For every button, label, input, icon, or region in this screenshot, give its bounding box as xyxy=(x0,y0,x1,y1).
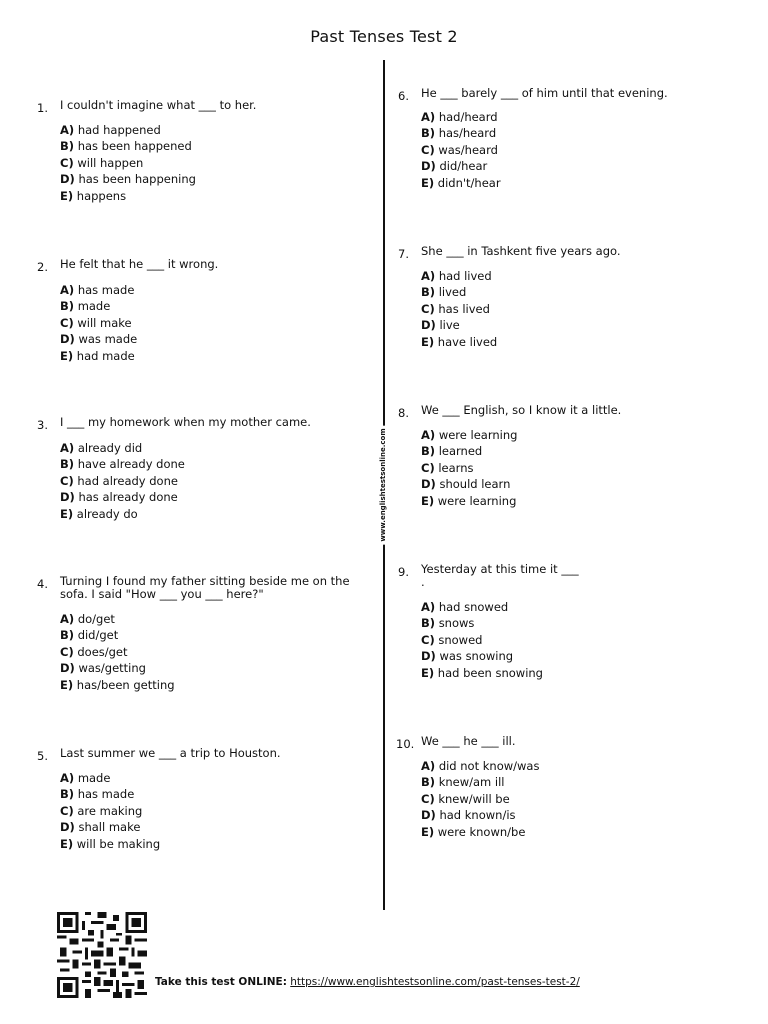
answer-options xyxy=(421,599,543,681)
question-number: 3. xyxy=(37,418,48,432)
qr-code-icon[interactable] xyxy=(57,912,147,998)
option-d[interactable]: D) was made xyxy=(60,332,138,347)
option-c[interactable]: C) are making xyxy=(60,803,143,818)
option-d[interactable]: D) has been happening xyxy=(60,172,196,187)
option-a[interactable]: A) had happened xyxy=(60,123,161,137)
option-e[interactable]: E) has/been getting xyxy=(60,677,175,692)
option-e[interactable]: E) were known/be xyxy=(421,824,526,839)
watermark-text: www.englishtestsonline.com xyxy=(379,425,387,544)
option-b[interactable]: B) made xyxy=(60,299,111,314)
option-b[interactable]: B) has/heard xyxy=(421,126,497,141)
option-e[interactable]: E) already do xyxy=(60,506,138,521)
question-text: We ___ English, so I know it a little. xyxy=(421,403,622,417)
option-d[interactable]: D) did/hear xyxy=(421,159,488,174)
option-b[interactable]: B) knew/am ill xyxy=(421,775,505,790)
question-number: 6. xyxy=(398,89,409,103)
question-number: 8. xyxy=(398,406,409,420)
option-c[interactable]: C) learns xyxy=(421,460,474,475)
footer-label: Take this test ONLINE: xyxy=(155,976,287,988)
question-text: She ___ in Tashkent five years ago. xyxy=(421,244,621,258)
option-e[interactable]: E) have lived xyxy=(421,334,498,349)
question-text: Last summer we ___ a trip to Houston. xyxy=(60,746,281,760)
option-a[interactable]: A) has made xyxy=(60,283,135,297)
option-b[interactable]: B) learned xyxy=(421,444,483,459)
answer-options xyxy=(60,282,137,364)
option-d[interactable]: D) should learn xyxy=(421,477,511,492)
option-a[interactable]: A) were learning xyxy=(421,428,518,442)
option-d[interactable]: D) was snowing xyxy=(421,649,514,664)
option-a[interactable]: A) had snowed xyxy=(421,600,509,614)
answer-options xyxy=(60,440,185,522)
option-b[interactable]: B) have already done xyxy=(60,457,185,472)
question-number: 4. xyxy=(37,577,48,591)
option-a[interactable]: A) did not know/was xyxy=(421,759,540,773)
option-b[interactable]: B) lived xyxy=(421,285,467,300)
answer-options xyxy=(421,268,497,350)
option-e[interactable]: E) didn't/hear xyxy=(421,175,501,190)
option-a[interactable]: A) had lived xyxy=(421,269,492,283)
option-d[interactable]: D) was/getting xyxy=(60,661,146,676)
option-d[interactable]: D) shall make xyxy=(60,820,141,835)
question-number: 7. xyxy=(398,247,409,261)
option-c[interactable]: C) was/heard xyxy=(421,142,498,157)
question-text: Yesterday at this time it ___ . xyxy=(421,562,579,589)
option-e[interactable]: E) had been snowing xyxy=(421,665,543,680)
answer-options xyxy=(421,427,517,509)
question-number: 10. xyxy=(396,737,415,751)
option-b[interactable]: B) snows xyxy=(421,616,475,631)
page-title: Past Tenses Test 2 xyxy=(310,27,458,46)
option-c[interactable]: C) does/get xyxy=(60,644,128,659)
question-number: 9. xyxy=(398,565,409,579)
option-e[interactable]: E) had made xyxy=(60,348,135,363)
option-a[interactable]: A) already did xyxy=(60,441,143,455)
option-e[interactable]: E) were learning xyxy=(421,493,517,508)
test-online-link[interactable]: https://www.englishtestsonline.com/past-tenses-test-2/ xyxy=(290,976,580,988)
option-b[interactable]: B) did/get xyxy=(60,628,119,643)
option-c[interactable]: C) knew/will be xyxy=(421,791,510,806)
question-text: Turning I found my father sitting beside me on the sofa. I said "How ___ you ___ here?" xyxy=(60,574,350,601)
answer-options xyxy=(60,611,175,693)
question-text: He felt that he ___ it wrong. xyxy=(60,257,219,271)
question-text: He ___ barely ___ of him until that evening. xyxy=(421,86,668,100)
option-a[interactable]: A) made xyxy=(60,771,111,785)
option-a[interactable]: A) do/get xyxy=(60,612,115,626)
answer-options xyxy=(60,770,160,852)
option-e[interactable]: E) happens xyxy=(60,188,127,203)
question-text: I couldn't imagine what ___ to her. xyxy=(60,98,257,112)
question-text: We ___ he ___ ill. xyxy=(421,734,516,748)
question-number: 5. xyxy=(37,749,48,763)
option-c[interactable]: C) has lived xyxy=(421,301,490,316)
question-text: I ___ my homework when my mother came. xyxy=(60,415,311,429)
option-c[interactable]: C) had already done xyxy=(60,473,178,488)
answer-options xyxy=(421,758,539,840)
option-a[interactable]: A) had/heard xyxy=(421,110,498,124)
option-c[interactable]: C) will happen xyxy=(60,155,144,170)
question-number: 1. xyxy=(37,101,48,115)
option-d[interactable]: D) has already done xyxy=(60,490,178,505)
option-d[interactable]: D) live xyxy=(421,318,460,333)
option-c[interactable]: C) snowed xyxy=(421,632,483,647)
question-number: 2. xyxy=(37,260,48,274)
option-e[interactable]: E) will be making xyxy=(60,836,161,851)
answer-options xyxy=(60,122,196,204)
option-d[interactable]: D) had known/is xyxy=(421,808,516,823)
answer-options xyxy=(421,109,501,191)
footer xyxy=(155,976,580,988)
option-b[interactable]: B) has been happened xyxy=(60,139,192,154)
option-b[interactable]: B) has made xyxy=(60,787,135,802)
option-c[interactable]: C) will make xyxy=(60,315,132,330)
